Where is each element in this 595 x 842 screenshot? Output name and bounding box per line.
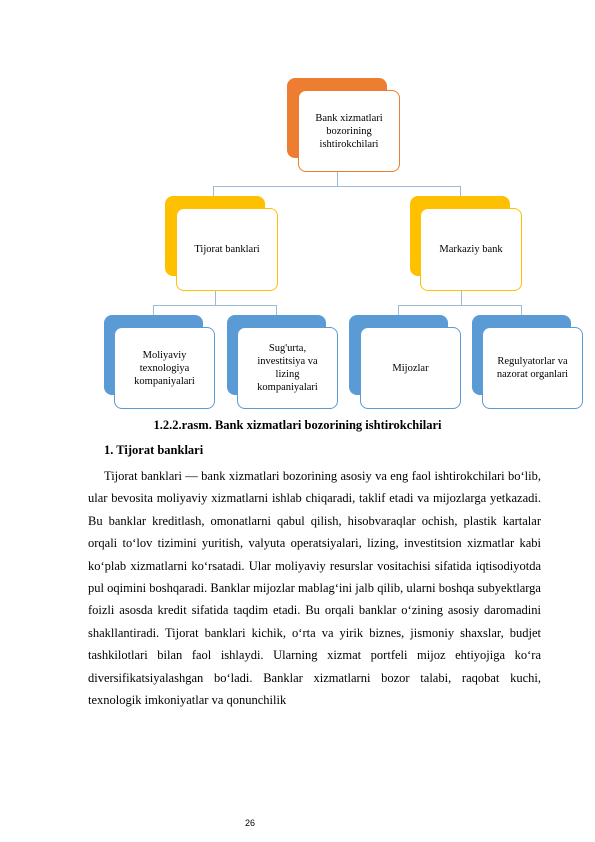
sugurta-investitsiya-box [237,327,338,409]
org-diagram [0,0,595,420]
mijozlar-label: Mijozlar [392,362,429,374]
connector-line [153,305,277,306]
markaziy-bank-label: Markaziy bank [439,244,503,255]
connector-line [215,289,216,305]
moliyaviy-texnologiya-box [114,327,215,409]
regulyatorlar-label: Regulyatorlar va nazorat organlari [496,356,569,380]
connector-line [337,170,338,186]
page-number: 26 [244,818,255,828]
regulyatorlar-box [482,327,583,409]
section-heading: 1. Tijorat banklari [104,443,204,457]
connector-line [398,305,522,306]
mijozlar-box [360,327,461,409]
figure-caption: 1.2.2.rasm. Bank xizmatlari bozorining ishtirokchilari [153,418,442,432]
tijorat-banklari-box [176,208,278,291]
markaziy-bank-box [420,208,522,291]
connector-line [461,289,462,305]
root-box [298,90,400,172]
root-label: Bank xizmatlari bozorining ishtirokchilari [315,112,383,150]
sugurta-investitsiya-label: Sug'urta, investitsiya va lizing kompaniyalari [257,343,318,393]
connector-line [213,186,461,187]
body-paragraph: Tijorat banklari — bank xizmatlari bozorining asosiy va eng faol ishtirokchilari bo‘lib, ular bevosita moliyaviy xizmatlarni ishlab chiqaradi, taklif etadi va mijozlarga yetkazadi. Bu banklar kreditlash, omonatlarni qabul qilish, hisobvaraqlar ochish, plastik kartalar orqali to‘lov tizimini yuritish, valyuta operatsiyalari, lizing, investitsion xizmatlar kabi ko‘plab xizmatlarni ko‘rsatadi. Ular moliyaviy resurslar vositachisi sifatida iqtisodiyotda pul oqimini boshqaradi. Banklar mijozlar mablag‘ini jalb qilib, ularni boshqa subyektlarga foizli asosda kredit sifatida taqdim etadi. Bu orqali banklar o‘zining asosiy daromadini shakllantiradi. Tijorat banklari kichik, o‘rta va yirik biznes, jismoniy shaxslar, budjet tashkilotlari bilan faol ishlaydi. Ularning xizmat portfeli mijoz ehtiyojiga ko‘ra diversifikatsiyalashgan bo‘ladi. Banklar xizmatlarni bozor talabi, raqobat kuchi, texnologik imkoniyatlar va qonunchilik [88,469,541,708]
moliyaviy-texnologiya-label: Moliyaviy texnologiya kompaniyalari [134,349,195,387]
tijorat-banklari-label: Tijorat banklari [194,244,260,255]
